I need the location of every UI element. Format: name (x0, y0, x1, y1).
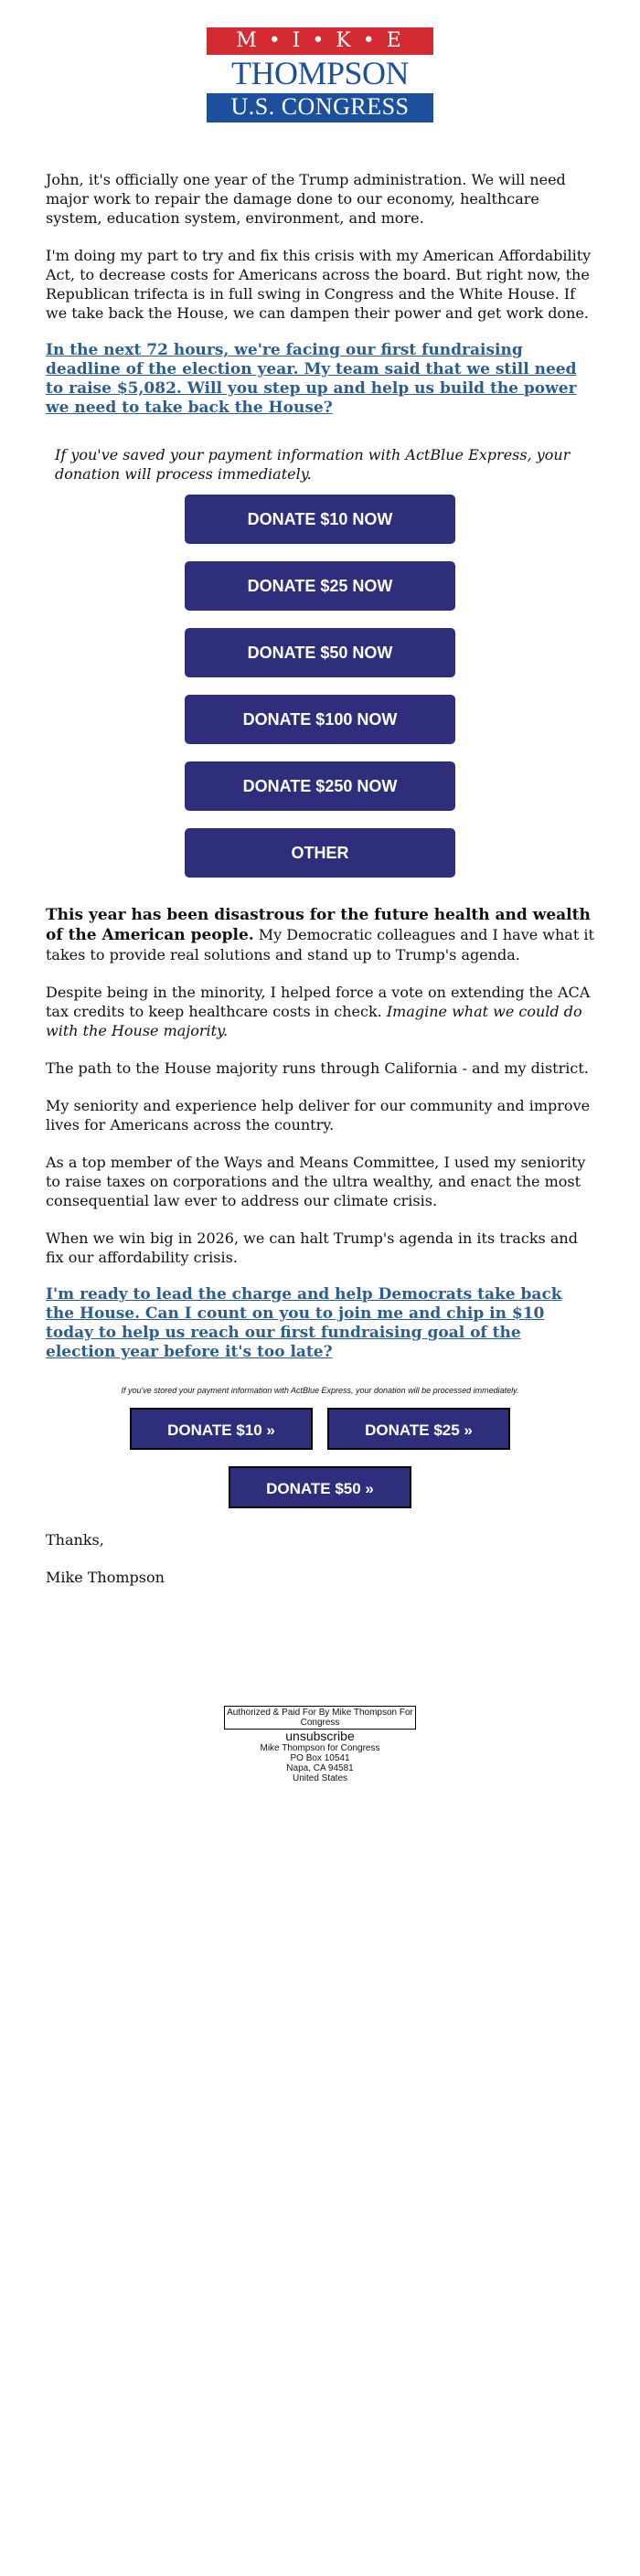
body-paragraph-6: My seniority and experience help deliver for our community and improve lives for Americans across the country. (46, 1097, 591, 1134)
body-paragraph-4 (46, 983, 594, 1040)
body-paragraph-5: The path to the House majority runs through California - and my district. (46, 1059, 589, 1077)
footer-country: United States (292, 1773, 348, 1783)
logo-subtitle: U.S. CONGRESS (207, 93, 433, 122)
email-body (46, 27, 594, 1783)
body-paragraph-3 (46, 905, 594, 964)
small-donate-50-button[interactable]: DONATE $50 » (229, 1466, 411, 1508)
body-paragraph-8: When we win big in 2026, we can halt Trump's agenda in its tracks and fix our affordability crisis. (46, 1229, 578, 1266)
fundraising-deadline-link[interactable]: In the next 72 hours, we're facing our first fundraising deadline of the election year. My team said that we still need to raise $5,082. Will you step up and help us build the power we need to take back the House? (46, 341, 577, 417)
authorized-by-box: Authorized & Paid For By Mike Thompson For Congress (224, 1706, 416, 1730)
donate-50-button[interactable]: DONATE $50 NOW (185, 628, 455, 677)
small-donate-10-button[interactable]: DONATE $10 » (130, 1408, 313, 1450)
donate-250-button[interactable]: DONATE $250 NOW (185, 761, 455, 811)
footer-org: Mike Thompson for Congress (260, 1743, 380, 1753)
paragraph-4-italic: Imagine what we could do with the House majority. (46, 1003, 582, 1039)
campaign-logo (207, 27, 433, 122)
donate-100-button[interactable]: DONATE $100 NOW (185, 695, 455, 744)
bold-lead: This year has been disastrous for the future health and wealth of the American people. (46, 906, 591, 944)
intro-paragraph-2: I'm doing my part to try and fix this crisis with my American Affordability Act, to decrease costs for Americans across the board. But right now, the Republican trifecta is in full swing in Congress and the White House. If we take back the House, we can dampen their power and get work done. (46, 247, 592, 322)
signoff-thanks: Thanks, (46, 1531, 104, 1549)
donate-other-button[interactable]: OTHER (185, 828, 455, 878)
donate-25-button[interactable]: DONATE $25 NOW (185, 561, 455, 611)
logo-first-name: M • I • K • E (207, 27, 433, 55)
actblue-small-note: If you've stored your payment information with ActBlue Express, your donation will be processed immediately. (121, 1386, 519, 1395)
small-donate-row-2 (46, 1466, 594, 1508)
donate-button-list (46, 495, 594, 878)
intro-paragraph-1: John, it's officially one year of the Trump administration. We will need major work to repair the damage done to our economy, healthcare system, education system, environment, and more. (46, 171, 566, 227)
paragraph-4-plain: Despite being in the minority, I helped force a vote on extending the ACA tax credits to keep healthcare costs in check. (46, 984, 591, 1020)
unsubscribe-link[interactable]: unsubscribe (285, 1729, 355, 1743)
actblue-express-note: If you've saved your payment information with ActBlue Express, your donation will process immediately. (55, 446, 571, 483)
small-donate-25-button[interactable]: DONATE $25 » (327, 1408, 510, 1450)
email-footer (46, 1706, 594, 1783)
paragraph-3-rest: My Democratic colleagues and I have what it takes to provide real solutions and stand up to Trump's agenda. (46, 926, 594, 963)
small-donate-row (46, 1408, 594, 1450)
signoff-name: Mike Thompson (46, 1569, 165, 1586)
footer-po-box: PO Box 10541 (290, 1753, 350, 1763)
donate-10-button[interactable]: DONATE $10 NOW (185, 495, 455, 544)
logo-last-name: THOMPSON (207, 55, 433, 95)
chip-in-link[interactable]: I'm ready to lead the charge and help Democrats take back the House. Can I count on you to join me and chip in $10 today to help us reach our first fundraising goal of the election year before it's too late? (46, 1285, 562, 1361)
body-paragraph-7: As a top member of the Ways and Means Committee, I used my seniority to raise taxes on corporations and the ultra wealthy, and enact the most consequential law ever to address our climate crisis. (46, 1154, 586, 1209)
footer-city: Napa, CA 94581 (286, 1763, 354, 1773)
